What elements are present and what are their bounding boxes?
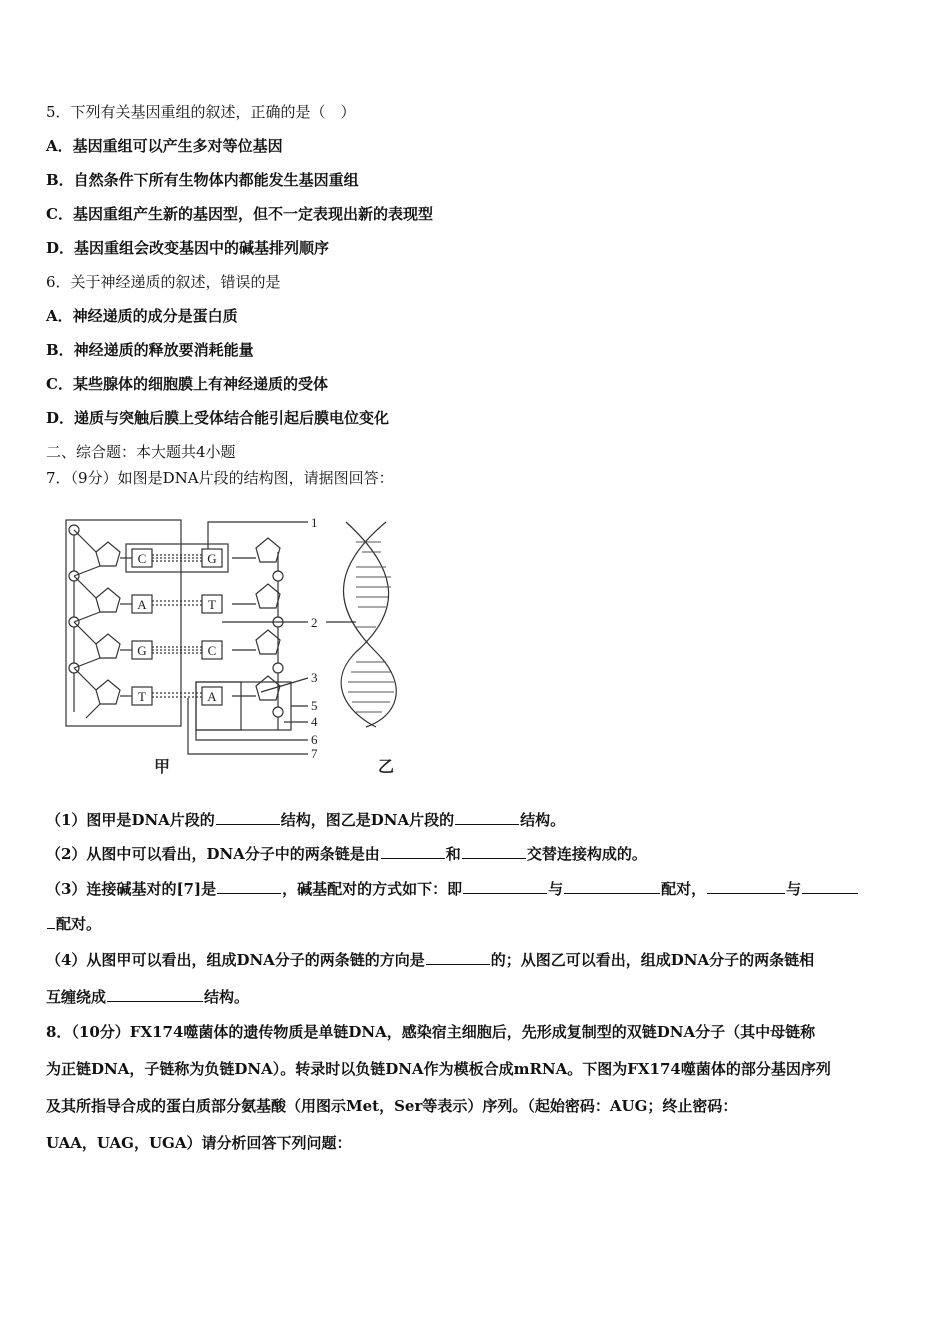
q5-stem: 5．下列有关基因重组的叙述，正确的是（ ）	[46, 103, 356, 121]
blank[interactable]	[426, 950, 490, 965]
figure-label-yi: 乙	[378, 759, 395, 776]
base-right-4: A	[207, 689, 217, 704]
blank[interactable]	[47, 914, 55, 929]
blank[interactable]	[802, 879, 858, 894]
base-right-3: C	[207, 643, 217, 658]
q5-option-a: A．基因重组可以产生多对等位基因	[46, 137, 283, 155]
base-left-3: G	[137, 643, 147, 658]
blank[interactable]	[455, 810, 519, 825]
q6-option-b: B．神经递质的释放要消耗能量	[46, 341, 254, 359]
q5-option-b: B．自然条件下所有生物体内都能发生基因重组	[46, 171, 359, 189]
q8-line-2: 为正链DNA，子链称为负链DNA）。转录时以负链DNA作为模板合成mRNA。下图为FX174噬菌体的部分基因序列	[46, 1060, 831, 1078]
blank[interactable]	[462, 844, 526, 859]
q6-stem: 6．关于神经递质的叙述，错误的是	[46, 273, 281, 291]
blank[interactable]	[107, 987, 203, 1002]
q7-part-4-cont: 互缠绕成 结构。	[46, 988, 250, 1006]
section-heading: 二、综合题：本大题共4小题	[46, 443, 236, 461]
q7-part-1: （1）图甲是DNA片段的 结构，图乙是DNA片段的 结构。	[46, 811, 566, 829]
q7-part-2: （2）从图中可以看出，DNA分子中的两条链是由 和 交替连接构成的。	[46, 845, 647, 863]
q6-option-c: C．某些腺体的细胞膜上有神经递质的受体	[46, 375, 328, 393]
blank[interactable]	[217, 879, 281, 894]
q8-line-1: 8．（10分）FX174噬菌体的遗传物质是单链DNA，感染宿主细胞后，先形成复制型的双链DNA分子（其中母链称	[46, 1023, 816, 1041]
label-1: 1	[311, 515, 318, 530]
label-4: 4	[311, 714, 318, 729]
base-right-1: G	[207, 551, 217, 566]
q7-part-4: （4）从图甲可以看出，组成DNA分子的两条链的方向是 的；从图乙可以看出，组成DNA分子的两条链相	[46, 951, 815, 969]
label-6: 6	[311, 732, 318, 747]
blank[interactable]	[463, 879, 547, 894]
q5-option-d: D．基因重组会改变基因中的碱基排列顺序	[46, 239, 330, 257]
q7-part-3: （3）连接碱基对的[7]是 ，碱基配对的方式如下：即 与 配对， 与	[46, 879, 859, 899]
q7-stem: 7．（9分）如图是DNA片段的结构图，请据图回答：	[46, 469, 394, 487]
label-7: 7	[311, 746, 318, 761]
base-left-1: C	[137, 551, 147, 566]
base-left-4: T	[138, 689, 146, 704]
q7-part-3-cont: 配对。	[46, 914, 101, 934]
q6-option-d: D．递质与突触后膜上受体结合能引起后膜电位变化	[46, 409, 390, 427]
label-5: 5	[311, 698, 318, 713]
blank[interactable]	[564, 879, 660, 894]
blank[interactable]	[707, 879, 785, 894]
dna-structure-figure	[56, 512, 436, 782]
q8-line-3: 及其所指导合成的蛋白质部分氨基酸（用图示Met，Ser等表示）序列。（起始密码：AUG；终止密码：	[46, 1097, 738, 1115]
blank[interactable]	[381, 844, 445, 859]
figure-label-jia: 甲	[154, 759, 171, 776]
right-nucleotides	[232, 538, 283, 717]
q6-option-a: A．神经递质的成分是蛋白质	[46, 307, 238, 325]
blank[interactable]	[216, 810, 280, 825]
label-2: 2	[311, 615, 318, 630]
base-right-2: T	[208, 597, 216, 612]
base-left-2: A	[137, 597, 147, 612]
left-nucleotides	[69, 525, 132, 718]
q5-option-c: C．基因重组产生新的基因型，但不一定表现出新的表现型	[46, 205, 433, 223]
label-3: 3	[311, 670, 318, 685]
q8-line-4: UAA，UAG，UGA）请分析回答下列问题：	[46, 1134, 352, 1152]
